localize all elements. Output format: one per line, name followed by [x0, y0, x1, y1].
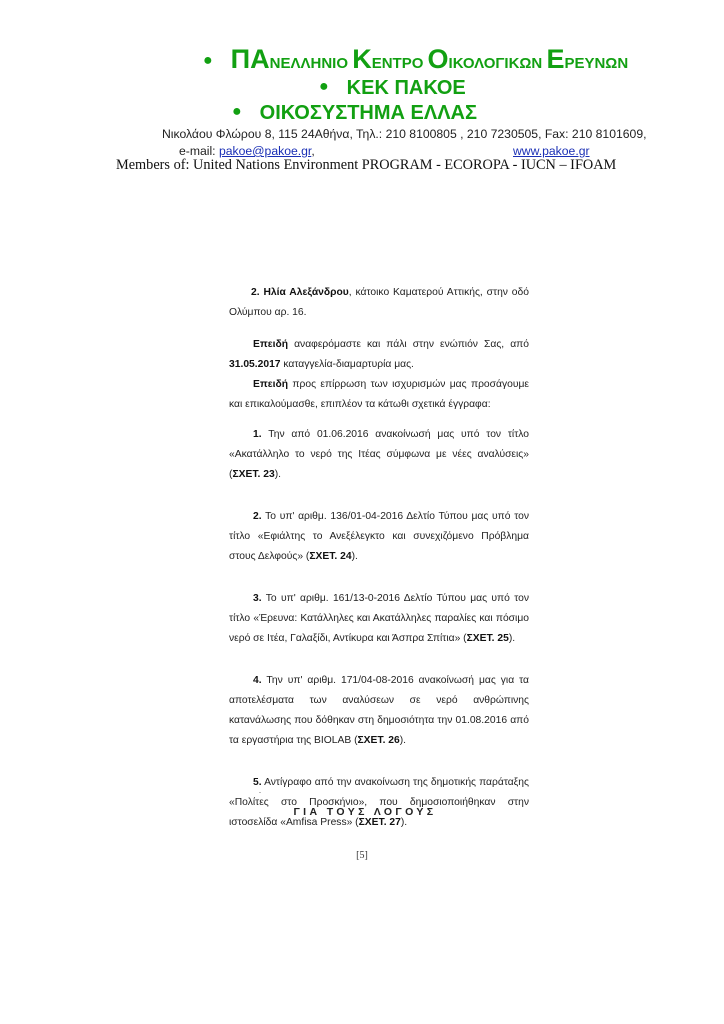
- item-number: 5.: [253, 777, 262, 788]
- exhibit-ref: ΣΧΕΤ. 25: [466, 633, 509, 644]
- item-number: 4.: [253, 675, 262, 686]
- exhibit-ref: ΣΧΕΤ. 24: [309, 551, 352, 562]
- list-item: [229, 507, 529, 567]
- exhibit-ref: ΣΧΕΤ. 27: [358, 817, 401, 828]
- ecosystem-label: ΟΙΚΟΣΥΣΤΗΜΑ ΕΛΛΑΣ: [259, 102, 477, 124]
- paragraph-lead: Επειδή: [253, 339, 289, 350]
- item-text: Το υπ' αριθμ. 161/13-0-2016 Δελτίο Τύπου μας υπό τον τίτλο «Έρευνα: Κατάλληλες και Ακατάλληλες παραλίες και πόσιμο νερό σε Ιτέα, Γαλαξίδι, Αντίκυρα και Άσπρα Σπίτια» (: [229, 593, 529, 644]
- item-text: Την υπ' αριθμ. 171/04-08-2016 ανακοίνωσή μας για τα αποτελέσματα των αναλύσεων σε νερό ανθρώπινης κατανάλωσης που δόθηκαν στη δημοσιότητα την 01.08.2016 από τα εργαστήρια της BIOLAB (: [229, 675, 529, 746]
- contact-address: Νικολάου Φλώρου 8, 115 24Αθήνα, Τηλ.: 210 8100805 , 210 7230505, Fax: 210 8101609,: [162, 127, 647, 141]
- bullet-icon: ●: [232, 103, 242, 120]
- org-name-word: ΝΕΛΛΗΝΙΟ: [269, 55, 353, 72]
- kek-line: [319, 77, 466, 100]
- email-separator: ,: [311, 144, 315, 158]
- document-body: [229, 283, 529, 833]
- item-number: 3.: [253, 593, 262, 604]
- list-item: [229, 773, 529, 833]
- page-number: [5]: [356, 850, 368, 861]
- exhibit-ref: ΣΧΕΤ. 26: [357, 735, 400, 746]
- website-link[interactable]: www.pakoe.gr: [513, 144, 590, 158]
- org-name-line: [203, 44, 628, 75]
- section-heading: ΓΙΑ ΤΟΥΣ ΛΟΓΟΥΣ: [293, 806, 437, 818]
- org-name-initial: Ε: [546, 44, 565, 74]
- item-text: Το υπ' αριθμ. 136/01-04-2016 Δελτίο Τύπου μας υπό τον τίτλο «Εφιάλτης το Ανεξέλεγκτο και συνεχιζόμενο Πρόβλημα στους Δελφούς» (: [229, 511, 529, 562]
- person-address: , κάτοικο Καματερού Αττικής, στην οδό Ολύμπου αρ. 16.: [229, 287, 529, 318]
- item-end: ).: [274, 469, 281, 480]
- list-item: [229, 671, 529, 751]
- item-number: 1.: [253, 429, 262, 440]
- item-text: Αντίγραφο από την ανακοίνωση της δημοτικής παράταξης «Πολίτες στο Προσκήνιο», που δημοσιοποιήθηκαν στην ιστοσελίδα «Amfisa Press» (: [229, 777, 529, 828]
- email-label: e-mail:: [179, 144, 219, 158]
- email-link[interactable]: pakoe@pakoe.gr: [218, 144, 312, 158]
- org-name-initial: Ο: [427, 44, 449, 74]
- memberships: Members of: United Nations Environment PROGRAM - ECOROPA - IUCN – IFOAM: [116, 157, 617, 173]
- contact-email-row: [179, 144, 609, 158]
- ecosystem-line: [232, 102, 477, 125]
- person-name: Ηλία Αλεξάνδρου: [263, 287, 349, 298]
- item-number: 2.: [251, 287, 260, 298]
- item-text: Την από 01.06.2016 ανακοίνωσή μας υπό τον τίτλο «Ακατάλληλο το νερό της Ιτέας σύμφωνα με νέες αναλύσεις» (: [229, 429, 529, 480]
- list-item: [229, 425, 529, 485]
- org-name-word: ΙΚΟΛΟΓΙΚΩΝ: [448, 55, 547, 72]
- list-item: [229, 589, 529, 649]
- org-name-word: ΡΕΥΝΩΝ: [564, 55, 629, 72]
- org-name-initial: Κ: [352, 44, 372, 74]
- paragraph-text: καταγγελία-διαμαρτυρία μας.: [280, 359, 414, 370]
- bullet-icon: ●: [319, 78, 329, 95]
- paragraph-reference: [229, 335, 529, 375]
- paragraph-evidence: [229, 375, 529, 415]
- exhibit-ref: ΣΧΕΤ. 23: [232, 469, 275, 480]
- paragraph-lead: Επειδή: [253, 379, 289, 390]
- bullet-icon: ●: [203, 52, 213, 69]
- org-name-initial: ΠΑ: [230, 44, 270, 74]
- item-end: ).: [508, 633, 516, 644]
- paragraph-person: [229, 283, 529, 323]
- paragraph-text: αναφερόμαστε και πάλι στην ενώπιόν Σας, από: [288, 339, 529, 350]
- paragraph-text: προς επίρρωση των ισχυρισμών μας προσάγουμε και επικαλούμασθε, επιπλέον τα κάτωθι σχετικά έγγραφα:: [229, 379, 529, 410]
- scan-mark: [259, 792, 261, 793]
- complaint-date: 31.05.2017: [229, 359, 281, 370]
- org-name-word: ΕΝΤΡΟ: [371, 55, 428, 72]
- item-end: ).: [351, 551, 358, 562]
- item-end: ).: [399, 735, 407, 746]
- item-end: ).: [400, 817, 408, 828]
- item-number: 2.: [253, 511, 262, 522]
- kek-label: ΚΕΚ ΠΑΚΟΕ: [346, 77, 466, 99]
